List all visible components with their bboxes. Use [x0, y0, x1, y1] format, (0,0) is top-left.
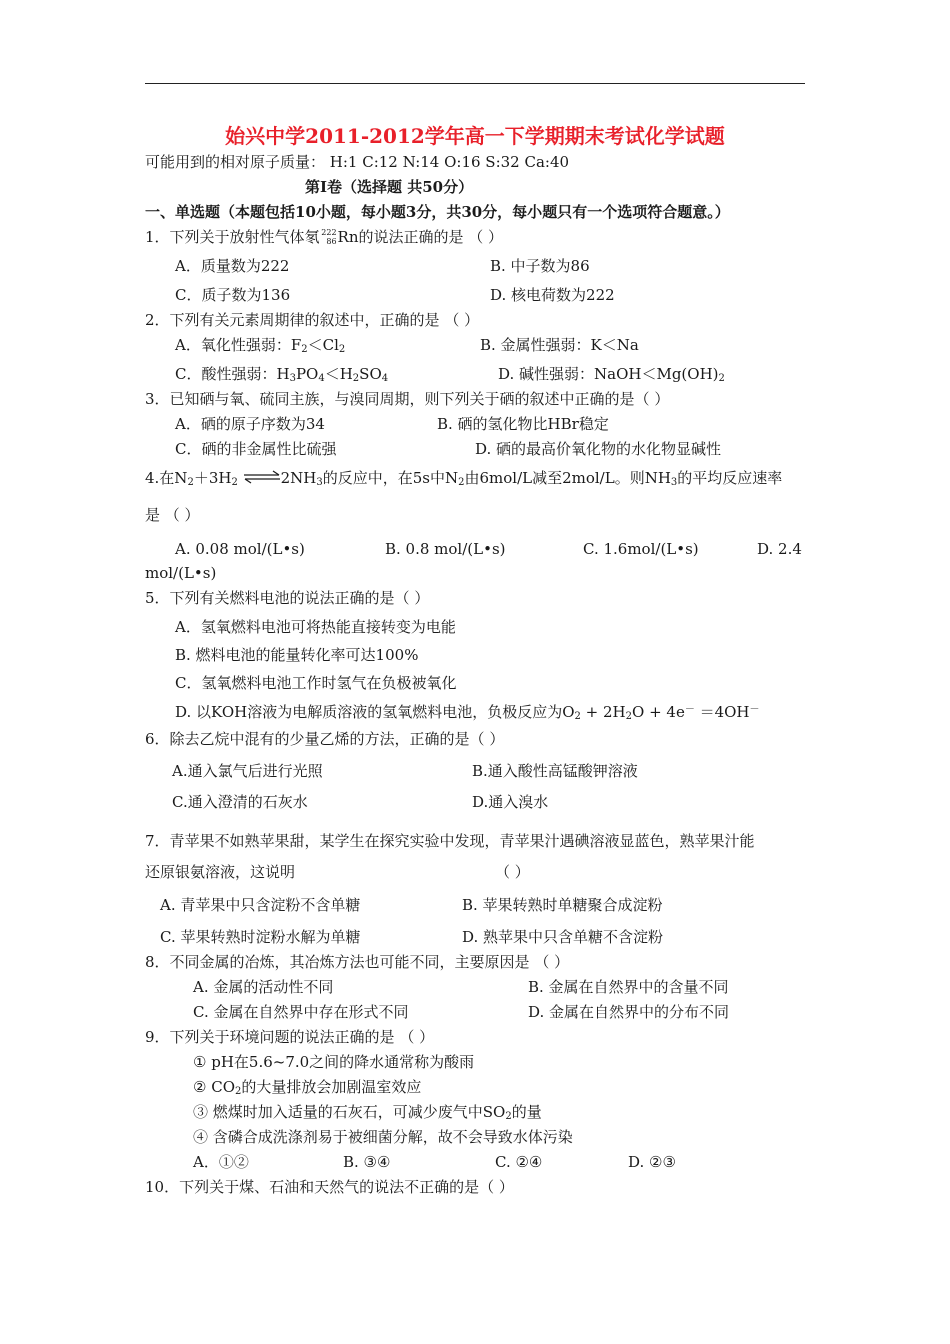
q9-option-a: A．①② — [193, 1153, 249, 1171]
q5-option-c: C．氢氧燃料电池工作时氢气在负极被氧化 — [175, 674, 457, 692]
question-7-stem: 7．青苹果不如熟苹果甜，某学生在探究实验中发现，青苹果汁遇碘溶液显蓝色，熟苹果汁能 — [145, 832, 755, 850]
q1-option-d: D. 核电荷数为222 — [490, 286, 615, 304]
section1-title: 一、单选题（本题包括10小题，每小题3分，共30分，每小题只有一个选项符合题意。） — [145, 203, 730, 221]
q8-option-d: D. 金属在自然界中的分布不同 — [528, 1003, 730, 1021]
question-9-stem: 9．下列关于环境问题的说法正确的是 （ ） — [145, 1028, 435, 1046]
q5-option-d: D. 以KOH溶液为电解质溶液的氢氧燃料电池，负极反应为$O_2 + 2H_2O + 4e^- =4OH^-$ — [175, 703, 760, 722]
question-8-stem: 8．不同金属的冶炼，其冶炼方法也可能不同，主要原因是 （ ） — [145, 953, 570, 971]
q7-option-c: C. 苹果转熟时淀粉水解为单糖 — [160, 928, 361, 946]
part1-title: 第Ⅰ卷（选择题 共50分） — [305, 178, 474, 196]
atomic-masses: 可能用到的相对原子质量： H:1 C:12 N:14 O:16 S:32 Ca:40 — [145, 153, 570, 171]
q9-option-c: C. ②④ — [495, 1153, 543, 1171]
q3-option-b: B. 硒的氢化物比HBr稳定 — [437, 415, 609, 433]
q2-option-b: B. 金属性强弱：K＜Na — [480, 336, 639, 354]
q4-option-d-cont: mol/(L•s) — [145, 564, 217, 582]
top-rule — [145, 83, 805, 84]
q4-option-c: C. 1.6mol/(L•s) — [583, 540, 699, 558]
q9-item-2: ② $CO_2$的大量排放会加剧温室效应 — [193, 1078, 422, 1097]
question-7-stem-line2: 还原银氨溶液，这说明 — [145, 863, 296, 881]
q4-option-a: A. 0.08 mol/(L•s) — [175, 540, 305, 558]
question-2-stem: 2．下列有关元素周期律的叙述中，正确的是 （ ） — [145, 311, 480, 329]
q9-option-d: D. ②③ — [628, 1153, 676, 1171]
question-10-stem: 10．下列关于煤、石油和天然气的说法不正确的是（ ） — [145, 1178, 514, 1196]
question-3-stem: 3．已知硒与氧、硫同主族，与溴同周期，则下列关于硒的叙述中正确的是（ ） — [145, 390, 670, 408]
question-4-stem: 4.在$N_2+3H_2$ $2NH_3$的反应中，在5s中$N_2$由6mol/L减至2mol/L。则$NH_3$的平均反应速率 — [145, 469, 783, 488]
question-6-stem: 6．除去乙烷中混有的少量乙烯的方法，正确的是（ ） — [145, 730, 505, 748]
q6-option-b: B.通入酸性高锰酸钾溶液 — [472, 762, 638, 780]
q7-option-b: B. 苹果转熟时单糖聚合成淀粉 — [462, 896, 663, 914]
q3-option-c: C．硒的非金属性比硫强 — [175, 440, 337, 458]
q1-option-c: C．质子数为136 — [175, 286, 291, 304]
question-5-stem: 5．下列有关燃料电池的说法正确的是（ ） — [145, 589, 430, 607]
q3-option-a: A．硒的原子序数为34 — [175, 415, 325, 433]
q2-option-a: A．氧化性强弱：$F_2<Cl_2$ — [175, 336, 346, 355]
question-4-stem-line2: 是 （ ） — [145, 506, 200, 524]
q7-option-d: D. 熟苹果中只含单糖不含淀粉 — [462, 928, 664, 946]
q1-option-b: B. 中子数为86 — [490, 257, 590, 275]
q6-option-d: D.通入溴水 — [472, 793, 549, 811]
question-1-stem: 1．下列关于放射性气体氡 222 86 Rn的说法正确的是 （ ） — [145, 228, 504, 246]
equilibrium-arrow-icon — [243, 470, 281, 484]
page-title: 始兴中学2011-2012学年高一下学期期末考试化学试题 — [225, 124, 725, 148]
q2-option-c: C．酸性强弱：$H_3PO_4<H_2SO_4$ — [175, 365, 389, 384]
q9-item-1: ① pH在5.6~7.0之间的降水通常称为酸雨 — [193, 1053, 475, 1071]
question-7-answer-paren: （ ） — [495, 863, 530, 881]
q4-option-d: D. 2.4 — [757, 540, 802, 558]
q8-option-b: B. 金属在自然界中的含量不同 — [528, 978, 729, 996]
q1-option-a: A．质量数为222 — [175, 257, 290, 275]
q6-option-c: C.通入澄清的石灰水 — [172, 793, 308, 811]
q9-option-b: B. ③④ — [343, 1153, 391, 1171]
q8-option-a: A. 金属的活动性不同 — [193, 978, 334, 996]
q8-option-c: C. 金属在自然界中存在形式不同 — [193, 1003, 409, 1021]
rn-isotope-notation: 222 86 — [321, 228, 337, 246]
q2-option-d: D. 碱性强弱：$NaOH<Mg(OH)_2$ — [498, 365, 725, 384]
q9-item-3: ③ 燃煤时加入适量的石灰石，可减少废气中$SO_2$的量 — [193, 1103, 542, 1122]
q5-option-b: B. 燃料电池的能量转化率可达100% — [175, 646, 419, 664]
q3-option-d: D. 硒的最高价氧化物的水化物显碱性 — [475, 440, 722, 458]
q5-option-a: A．氢氧燃料电池可将热能直接转变为电能 — [175, 618, 456, 636]
q4-option-b: B. 0.8 mol/(L•s) — [385, 540, 506, 558]
q9-item-4: ④ 含磷合成洗涤剂易于被细菌分解，故不会导致水体污染 — [193, 1128, 573, 1146]
q7-option-a: A. 青苹果中只含淀粉不含单糖 — [160, 896, 361, 914]
q6-option-a: A.通入氯气后进行光照 — [172, 762, 323, 780]
